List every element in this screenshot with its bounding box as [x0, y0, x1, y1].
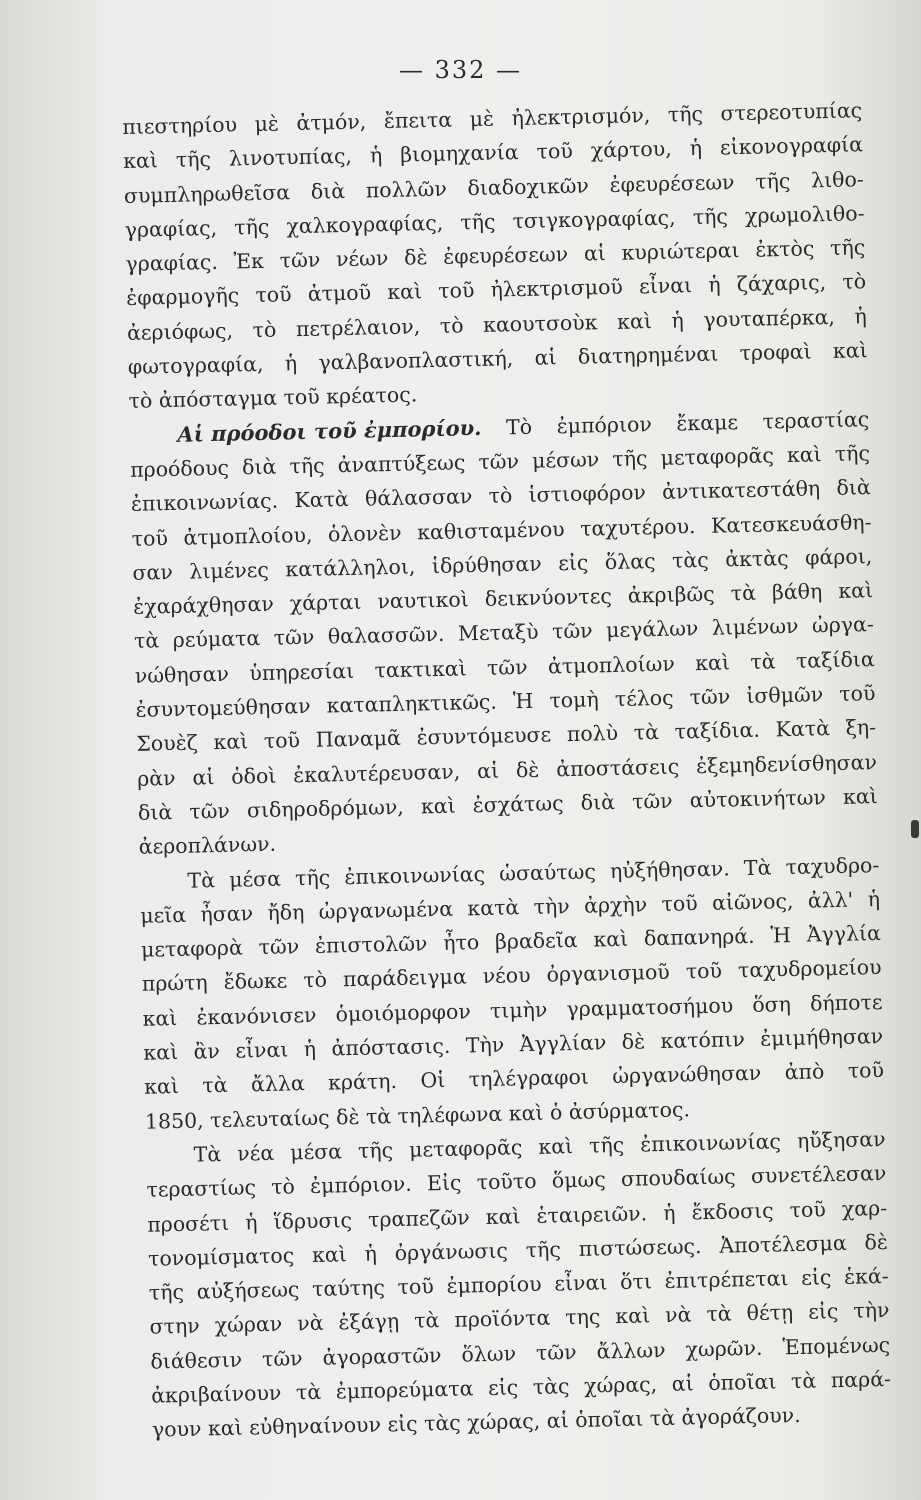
margin-mark: [911, 820, 919, 838]
text-line: προόδους διὰ τῆς ἀναπτύξεως τῶν μέσων τῆς μεταφορᾶς καὶ τῆς: [129, 441, 871, 482]
text-line: σαν λιμένες κατάλληλοι, ἱδρύθησαν εἰς ὅλας τὰς ἀκτὰς φάροι,: [132, 543, 873, 585]
text-line: Σουὲζ καὶ τοῦ Παναμᾶ ἐσυντόμευσε πολὺ τὰ ταξίδια. Κατὰ ξη-: [136, 715, 877, 757]
page-number: — 332 —: [398, 56, 523, 84]
text-line: καὶ τὰ ἄλλα κράτη. Οἱ τηλέγραφοι ὠργανώθησαν ἀπὸ τοῦ: [143, 1058, 885, 1100]
text-line: Τὰ νέα μέσα τῆς μεταφορᾶς καὶ τῆς ἐπικοινωνίας ηὔξησαν: [193, 1126, 886, 1167]
section-heading: Αἱ πρόοδοι τοῦ ἐμπορίου.: [177, 414, 482, 447]
text-line: στην χώραν νὰ ἐξάγῃ τὰ προϊόντα της καὶ νὰ τὰ θέτῃ εἰς τὴν: [149, 1298, 890, 1340]
text-line: τονομίσματος καὶ ἡ ὀργάνωσις τῆς πιστώσεως. Ἀποτέλεσμα δὲ: [147, 1229, 889, 1271]
text-line: προσέτι ἡ ἵδρυσις τραπεζῶν καὶ ἑταιρειῶν. ἡ ἔκδοσις τοῦ χαρ-: [147, 1195, 888, 1237]
text-line: νώθησαν ὑπηρεσίαι τακτικαὶ τῶν ἀτμοπλοίων καὶ τὰ ταξίδια: [134, 646, 875, 688]
text-line: τοῦ ἀτμοπλοίου, ὁλονὲν καθισταμένου ταχυτέρου. Κατεσκευάσθη-: [131, 509, 872, 551]
text-line: 1850, τελευταίως δὲ τὰ τηλέφωνα καὶ ὁ ἀσύρματος.: [144, 1096, 691, 1134]
text-line: ἀκριβαίνουν τὰ ἐμπορεύματα εἰς τὰς χώρας, αἱ ὁποῖαι τὰ παρά-: [150, 1366, 892, 1408]
text-line: τεραστίως τὸ ἐμπόριον. Εἰς τοῦτο ὅμως σπουδαίως συνετέλεσαν: [146, 1161, 887, 1202]
text-line: συμπληρωθεῖσα διὰ πολλῶν διαδοχικῶν ἐφευρέσεων τῆς λιθο-: [123, 166, 865, 208]
text-line: ἀεροπλάνων.: [138, 831, 277, 860]
text-line: καὶ ἐκανόνισεν ὁμοιόμορφον τιμὴν γραμματοσήμου ὅση δήποτε: [142, 989, 883, 1031]
text-line: Τὰ μέσα τῆς ἐπικοινωνίας ὡσαύτως ηὐξήθησαν. Τὰ ταχυδρο-: [187, 852, 880, 893]
word: ἐμπόριον: [556, 411, 653, 438]
text-line: γραφίας. Ἐκ τῶν νέων δὲ ἐφευρέσεων αἱ κυριώτεραι ἐκτὸς τῆς: [125, 235, 866, 277]
body-text: [122, 93, 892, 1447]
text-line: τῆς αὐξήσεως ταύτης τοῦ ἐμπορίου εἶναι ὅτι ἐπιτρέπεται εἰς ἑκά-: [148, 1264, 889, 1305]
text-line: ἐπικοινωνίας. Κατὰ θάλασσαν τὸ ἱστιοφόρον ἀντικατεστάθη διὰ: [130, 475, 871, 517]
word: Τὸ: [505, 414, 533, 440]
text-line: μεῖα ἦσαν ἤδη ὠργανωμένα κατὰ τὴν ἀρχὴν τοῦ αἰῶνος, ἀλλ' ἡ: [140, 886, 881, 928]
text-line: ρὰν αἱ ὁδοὶ ἐκαλυτέρευσαν, αἱ δὲ ἀποστάσεις ἐξεμηδενίσθησαν: [136, 749, 878, 791]
text-line: ἀεριόφως, τὸ πετρέλαιον, τὸ καουτσοὺκ καὶ ἡ γουταπέρκα, ἡ: [126, 303, 868, 345]
text-line: πιεστηρίου μὲ ἀτμόν, ἔπειτα μὲ ἠλεκτρισμόν, τῆς στερεοτυπίας: [122, 98, 863, 139]
text-line: γραφίας, τῆς χαλκογραφίας, τῆς τσιγκογραφίας, τῆς χρωμολιθο-: [124, 201, 865, 242]
word: τεραστίας: [762, 406, 870, 434]
text-line: διὰ τῶν σιδηροδρόμων, καὶ ἐσχάτως διὰ τῶν αὐτοκινήτων καὶ: [137, 783, 878, 825]
text-line: διάθεσιν τῶν ἀγοραστῶν ὅλων τῶν ἄλλων χωρῶν. Ἑπομένως: [150, 1332, 891, 1374]
text-line: τὸ ἀπόσταγμα τοῦ κρέατος.: [128, 382, 418, 414]
text-line: καὶ τῆς λινοτυπίας, ἡ βιομηχανία τοῦ χάρτου, ἡ εἰκονογραφία: [122, 132, 864, 174]
text-line: ἐχαράχθησαν χάρται ναυτικοὶ δεικνύοντες ἀκριβῶς τὰ βάθη καὶ: [133, 578, 874, 620]
text-line: καὶ ἂν εἶναι ἡ ἀπόστασις. Τὴν Ἀγγλίαν δὲ κατόπιν ἐμιμήθησαν: [143, 1023, 884, 1065]
text-line: μεταφορὰ τῶν ἐπιστολῶν ἦτο βραδεῖα καὶ δαπανηρά. Ἡ Ἀγγλία: [140, 921, 882, 962]
text-line: ἐσυντομεύθησαν καταπληκτικῶς. Ἡ τομὴ τέλος τῶν ἰσθμῶν τοῦ: [135, 681, 876, 722]
text-line: φωτογραφία, ἡ γαλβανοπλαστική, αἱ διατηρημέναι τροφαὶ καὶ: [127, 338, 868, 380]
text-line: πρώτη ἔδωκε τὸ παράδειγμα νέου ὀργανισμοῦ τοῦ ταχυδρομείου: [141, 955, 882, 997]
text-line: τὰ ρεύματα τῶν θαλασσῶν. Μεταξὺ τῶν μεγάλων λιμένων ὠργα-: [133, 612, 875, 654]
text-line: ἐφαρμογῆς τοῦ ἀτμοῦ καὶ τοῦ ἠλεκτρισμοῦ εἶναι ἡ ζάχαρις, τὸ: [126, 269, 867, 311]
text-line: γουν καὶ εὐθηναίνουν εἰς τὰς χώρας, αἱ ὁποῖαι τὰ ἀγοράζουν.: [151, 1403, 801, 1442]
word: ἔκαμε: [676, 409, 739, 436]
